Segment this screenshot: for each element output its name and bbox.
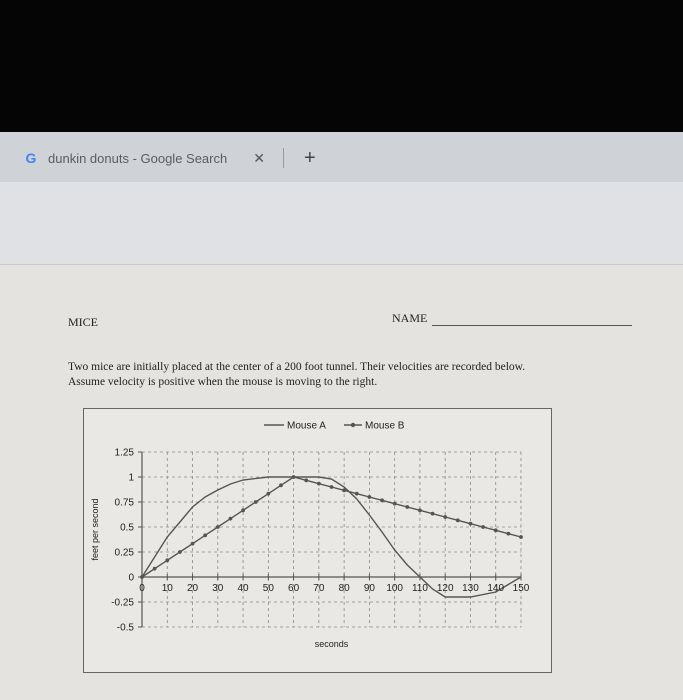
data-point-mouse-b bbox=[431, 512, 435, 516]
description-line-2: Assume velocity is positive when the mouse is moving to the right. bbox=[68, 376, 378, 388]
x-tick-label: 140 bbox=[487, 583, 505, 594]
legend-label-mouse-a: Mouse A bbox=[287, 420, 326, 432]
worksheet-title: MICE bbox=[68, 315, 98, 329]
y-axis-title: feet per second bbox=[90, 498, 100, 561]
name-label: NAME bbox=[392, 311, 428, 325]
data-point-mouse-b bbox=[443, 515, 447, 519]
worksheet-page bbox=[0, 265, 683, 700]
y-tick-label: 0.25 bbox=[114, 547, 134, 559]
tab-close-icon[interactable]: ✕ bbox=[253, 149, 265, 166]
data-point-mouse-b bbox=[380, 498, 384, 502]
data-point-mouse-b bbox=[178, 550, 182, 554]
data-point-mouse-b bbox=[355, 492, 359, 496]
x-tick-label: 20 bbox=[186, 583, 199, 594]
x-tick-label: 40 bbox=[237, 583, 249, 594]
y-tick-label: 1.25 bbox=[114, 447, 134, 459]
y-tick-label: 0 bbox=[128, 572, 134, 584]
chart-frame bbox=[83, 408, 552, 673]
browser-toolbar bbox=[0, 182, 683, 265]
x-tick-label: 80 bbox=[338, 583, 350, 594]
legend-label-mouse-b: Mouse B bbox=[365, 420, 405, 432]
data-point-mouse-b bbox=[368, 495, 372, 499]
data-point-mouse-b bbox=[481, 525, 485, 529]
x-tick-label: 150 bbox=[512, 583, 530, 594]
data-point-mouse-b bbox=[494, 528, 498, 532]
data-point-mouse-b bbox=[506, 532, 510, 536]
tab-separator bbox=[283, 148, 284, 168]
new-tab-icon[interactable]: + bbox=[303, 146, 316, 169]
data-point-mouse-b bbox=[279, 483, 283, 487]
y-tick-label: 0.5 bbox=[120, 522, 134, 534]
browser-tab[interactable] bbox=[22, 142, 316, 174]
browser-tab-bar bbox=[0, 132, 683, 182]
data-point-mouse-b bbox=[266, 492, 270, 496]
data-point-mouse-b bbox=[153, 567, 157, 571]
x-tick-label: 50 bbox=[262, 583, 274, 594]
name-line bbox=[432, 325, 632, 326]
data-point-mouse-b bbox=[140, 575, 144, 579]
x-tick-label: 30 bbox=[212, 583, 224, 594]
x-tick-label: 60 bbox=[288, 583, 300, 594]
data-point-mouse-b bbox=[304, 478, 308, 482]
x-tick-label: 120 bbox=[436, 583, 454, 594]
data-point-mouse-b bbox=[292, 475, 296, 479]
x-tick-label: 70 bbox=[313, 583, 325, 594]
data-point-mouse-b bbox=[456, 518, 460, 522]
y-tick-label: -0.5 bbox=[116, 622, 134, 634]
data-point-mouse-b bbox=[330, 485, 334, 489]
google-g-icon: G bbox=[25, 150, 37, 166]
description-line-1: Two mice are initially placed at the center of a 200 foot tunnel. Their velocities are recorded below. bbox=[68, 361, 526, 373]
data-point-mouse-b bbox=[317, 482, 321, 486]
x-tick-label: 130 bbox=[462, 583, 479, 594]
label-layer bbox=[90, 448, 530, 650]
data-point-mouse-b bbox=[203, 533, 207, 537]
data-point-mouse-b bbox=[519, 535, 523, 539]
data-point-mouse-b bbox=[216, 525, 220, 529]
x-tick-label: 10 bbox=[161, 583, 173, 594]
data-point-mouse-b bbox=[241, 508, 245, 512]
y-tick-label: 0.75 bbox=[114, 497, 134, 509]
legend bbox=[264, 421, 405, 432]
y-tick-label: -0.25 bbox=[111, 597, 134, 609]
velocity-chart bbox=[84, 409, 551, 672]
data-point-mouse-b bbox=[165, 558, 169, 562]
tab-title: dunkin donuts - Google Search bbox=[48, 150, 228, 166]
x-tick-label: 100 bbox=[386, 583, 404, 594]
data-point-mouse-b bbox=[393, 502, 397, 506]
data-point-mouse-b bbox=[418, 508, 422, 512]
black-top-area bbox=[0, 0, 683, 132]
series-layer bbox=[140, 475, 523, 597]
data-point-mouse-b bbox=[254, 500, 258, 504]
y-tick-label: 1 bbox=[128, 472, 134, 484]
series-line-mouse-a bbox=[142, 477, 521, 597]
data-point-mouse-b bbox=[191, 542, 195, 546]
data-point-mouse-b bbox=[229, 517, 233, 521]
x-tick-label: 90 bbox=[363, 583, 375, 594]
data-point-mouse-b bbox=[342, 488, 346, 492]
legend-marker-mouse-b bbox=[351, 423, 355, 427]
data-point-mouse-b bbox=[405, 505, 409, 509]
x-tick-label: 110 bbox=[411, 583, 428, 594]
data-point-mouse-b bbox=[469, 522, 473, 526]
x-axis-title: seconds bbox=[314, 639, 349, 649]
x-tick-label: 0 bbox=[139, 583, 145, 594]
